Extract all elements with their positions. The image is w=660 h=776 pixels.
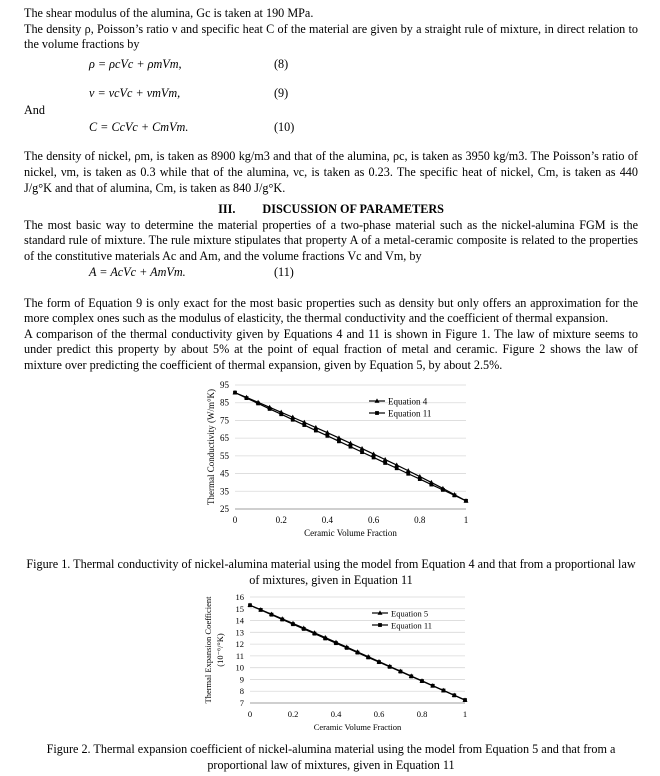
y-tick-label: 25 [220, 503, 229, 514]
data-point-square [314, 428, 318, 432]
data-point-square [463, 698, 467, 702]
y-tick-label: 15 [235, 603, 244, 614]
data-point-square [383, 461, 387, 465]
equation-9-expr: ν = νcVc + νmVm, [89, 85, 181, 100]
equation-8-expr: ρ = ρcVc + ρmVm, [89, 56, 182, 71]
data-point-square [302, 423, 306, 427]
x-tick-label: 0 [247, 709, 253, 720]
data-point-square [395, 466, 399, 470]
density-paragraph: The density of nickel, ρm, is taken as 8900 kg/m3 and that of the alumina, ρc, is taken as 3950 kg/m3. The Poisson’s ratio of nickel, νm, is taken as 0.3 while that of the alumina, νc, is taken as 0.23. The specific heat of nickel, Cm, is taken as 440 J/g°K and that of alumina, Cm, is taken as 840 J/g°K. [24, 149, 638, 195]
y-tick-label: 75 [220, 414, 229, 425]
y-tick-label: 8 [239, 686, 244, 697]
x-tick-label: 0.6 [367, 514, 380, 525]
equation-8-number: (8) [274, 56, 289, 71]
legend-marker-square [378, 623, 382, 627]
data-point-square [326, 433, 330, 437]
equation-11 [24, 265, 638, 282]
data-point-square [280, 618, 284, 622]
x-tick-label: 1 [463, 514, 469, 525]
data-point-square [313, 632, 317, 636]
x-tick-label: 0.4 [330, 709, 342, 720]
figure-2-caption: Figure 2. Thermal expansion coefficient of nickel-alumina material using the model from Equation 5 and that from a proportional law of mixtures, given in Equation 11 [46, 741, 616, 772]
data-point-square [441, 487, 445, 491]
data-point-square [406, 471, 410, 475]
equation-8 [24, 57, 638, 74]
data-point-square [279, 412, 283, 416]
y-tick-label: 10 [235, 662, 244, 673]
x-tick-label: 0.8 [414, 514, 426, 525]
data-point-square [431, 684, 435, 688]
x-tick-label: 0.2 [275, 514, 287, 525]
data-point-square [268, 407, 272, 411]
data-point-square [429, 482, 433, 486]
y-tick-label: 12 [235, 639, 244, 650]
x-axis-title: Ceramic Volume Fraction [304, 527, 397, 538]
equation-10 [24, 120, 638, 137]
data-point-square [399, 670, 403, 674]
data-point-square [356, 651, 360, 655]
data-point-square [464, 498, 468, 502]
y-tick-label: 7 [239, 698, 244, 709]
y-axis-title: Thermal Conductivity (W/m°K) [206, 388, 216, 505]
rule-of-mixture-paragraph: The density ρ, Poisson’s ratio ν and specific heat C of the material are given by a straight rule of mixture, in direct relation to the volume fractions by [24, 21, 638, 52]
section-number: III. [218, 202, 236, 217]
data-point-square [256, 401, 260, 405]
data-point-square [323, 637, 327, 641]
equation-11-expr: A = AcVc + AmVm. [89, 264, 186, 279]
equation-10-expr: C = CcVc + CmVm. [89, 120, 189, 135]
section-title: DISCUSSION OF PARAMETERS [262, 202, 444, 217]
x-axis-title: Ceramic Volume Fraction [313, 722, 402, 733]
legend-label: Equation 11 [391, 620, 432, 631]
data-point-square [452, 694, 456, 698]
y-tick-label: 35 [220, 485, 229, 496]
x-tick-label: 0.4 [321, 514, 334, 525]
y-tick-label: 95 [220, 379, 229, 390]
data-point-square [372, 455, 376, 459]
y-tick-label: 9 [239, 674, 244, 685]
y-tick-label: 85 [220, 397, 229, 408]
y-tick-label: 55 [220, 450, 229, 461]
y-axis-title-line2: (10⁻⁶/°K) [215, 633, 225, 667]
data-point-square [366, 656, 370, 660]
x-tick-label: 0.8 [416, 709, 428, 720]
data-point-square [248, 603, 252, 607]
y-tick-label: 14 [235, 615, 244, 626]
data-point-square [259, 608, 263, 612]
legend-marker-square [375, 411, 379, 415]
data-point-square [245, 396, 249, 400]
data-point-square [302, 627, 306, 631]
y-axis-title-line1: Thermal Expansion Coefficient [203, 596, 213, 704]
data-point-square [334, 641, 338, 645]
x-tick-label: 0.6 [373, 709, 385, 720]
data-point-square [453, 493, 457, 497]
y-tick-label: 65 [220, 432, 229, 443]
figure-1-chart [24, 378, 638, 546]
data-point-square [377, 660, 381, 664]
data-point-square [409, 675, 413, 679]
data-point-square [233, 390, 237, 394]
x-tick-label: 0 [232, 514, 238, 525]
form-paragraph: The form of Equation 9 is only exact for the most basic properties such as density but only offers an approximation for the more complex ones such as the modulus of elasticity, the thermal conductivity and the coefficient of thermal expansion. [24, 295, 638, 326]
equation-11-number: (11) [274, 264, 294, 279]
equation-10-number: (10) [274, 120, 295, 135]
data-point-square [337, 439, 341, 443]
data-point-square [418, 477, 422, 481]
figure-1-caption: Figure 1. Thermal conductivity of nickel-alumina material using the model from Equation 4 and that from a proportional law of mixtures, given in Equation 11 [26, 557, 636, 588]
shear-modulus-line: The shear modulus of the alumina, Gc is taken at 190 MPa. [24, 6, 314, 20]
data-point-square [360, 450, 364, 454]
section-heading [24, 202, 638, 218]
data-point-square [442, 689, 446, 693]
data-point-square [388, 665, 392, 669]
data-point-square [420, 679, 424, 683]
y-tick-label: 45 [220, 468, 229, 479]
legend-label: Equation 11 [388, 408, 432, 418]
paper-page [24, 6, 638, 773]
data-point-square [270, 613, 274, 617]
rule-paragraph: The most basic way to determine the material properties of a two-phase material such as the nickel-alumina FGM is the standard rule of mixture. The rule mixture stipulates that property A of a metal-ceramic composite is related to the properties of the constitutive materials Ac and Am, and the volume fractions Vc and Vm, by [24, 217, 638, 263]
legend-label: Equation 4 [388, 396, 428, 406]
legend-label: Equation 5 [391, 608, 429, 619]
compare-paragraph: A comparison of the thermal conductivity given by Equations 4 and 11 is shown in Figure 1. The law of mixture seems to under predict this property by about 5% at the point of equal fraction of metal and ceramic. Figure 2 shows the law of mixture over predicting the coefficient of thermal expansion, given by Equation 5, by about 2.5%. [24, 326, 638, 372]
figure-2 [24, 592, 638, 737]
figure-1 [24, 378, 638, 551]
data-point-square [345, 646, 349, 650]
y-tick-label: 16 [235, 592, 244, 603]
equation-9-number: (9) [274, 85, 289, 100]
y-tick-label: 13 [235, 627, 244, 638]
x-tick-label: 1 [462, 709, 468, 720]
data-point-square [349, 444, 353, 448]
and-label: And [24, 102, 45, 117]
x-tick-label: 0.2 [287, 709, 299, 720]
y-tick-label: 11 [235, 650, 244, 661]
figure-2-chart [24, 592, 638, 732]
equation-9 [24, 86, 638, 103]
data-point-square [291, 417, 295, 421]
data-point-square [291, 622, 295, 626]
